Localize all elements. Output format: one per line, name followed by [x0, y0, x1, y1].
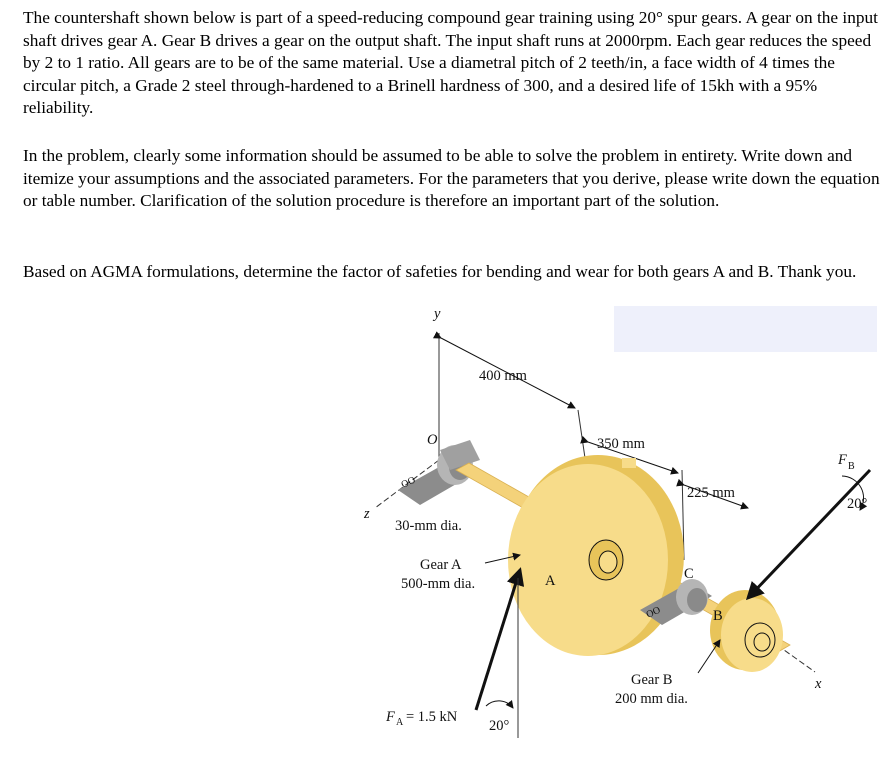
- gear-b-name: Gear B: [631, 672, 673, 688]
- gear-b-marker: B: [713, 608, 723, 624]
- origin-label: O: [427, 432, 438, 448]
- force-a-symbol: F: [386, 709, 395, 725]
- problem-paragraph-1: The countershaft shown below is part of a speed-reducing compound gear training using 20° spur gears. A gear on the input shaft drives gear A. Gear B drives a gear on the output shaft. The input shaft runs at 2000rpm. Each gear reduces the speed by 2 to 1 ratio. All gears are to be of the same material. Use a diametral pitch of 2 teeth/in, a face width of 4 times the circular pitch, a Grade 2 steel through-hardened to a Brinell hardness of 300, and a desired life of 15kh with a 95% reliability.: [23, 8, 878, 117]
- angle-a-label: 20°: [489, 718, 510, 734]
- axis-z-label: z: [364, 506, 370, 522]
- angle-b-label: 20°: [847, 496, 868, 512]
- svg-text:OO: OO: [644, 604, 663, 621]
- gear-a-marker: A: [545, 573, 556, 589]
- dim-225-label: 225 mm: [687, 485, 735, 501]
- gear-a-name: Gear A: [420, 557, 462, 573]
- force-b-arrow: [748, 470, 870, 598]
- svg-text:OO: OO: [399, 474, 418, 491]
- gear-b: [710, 590, 783, 672]
- force-b-subscript: B: [848, 461, 855, 472]
- dim-350-label: 350 mm: [597, 436, 645, 452]
- gear-a-dia: 500-mm dia.: [401, 576, 476, 592]
- force-a-subscript: A: [396, 717, 404, 728]
- force-b-symbol: F: [838, 452, 847, 468]
- dim-400-label: 400 mm: [479, 368, 527, 384]
- problem-paragraph-2: In the problem, clearly some information should be assumed to be able to solve the problem in entirety. Write down and itemize your assumptions and the associated parameters. For the parameters that you derive, please write down the equation or table number. Clarification of the solution procedure is therefore an important part of the solution.: [23, 146, 880, 210]
- bearing-c-marker: C: [684, 566, 694, 582]
- shaft-dia-label: 30-mm dia.: [395, 518, 462, 534]
- force-a-arrow: [476, 570, 520, 710]
- force-a-value: = 1.5 kN: [406, 709, 458, 725]
- axis-y-label: y: [434, 306, 441, 322]
- gear-a: [508, 455, 684, 656]
- axis-x-label: x: [815, 676, 822, 692]
- angle-a-arc: [486, 701, 513, 708]
- gear-b-dia: 200 mm dia.: [615, 691, 688, 707]
- problem-paragraph-3: Based on AGMA formulations, determine the factor of safeties for bending and wear for both gears A and B. Thank you.: [23, 262, 857, 281]
